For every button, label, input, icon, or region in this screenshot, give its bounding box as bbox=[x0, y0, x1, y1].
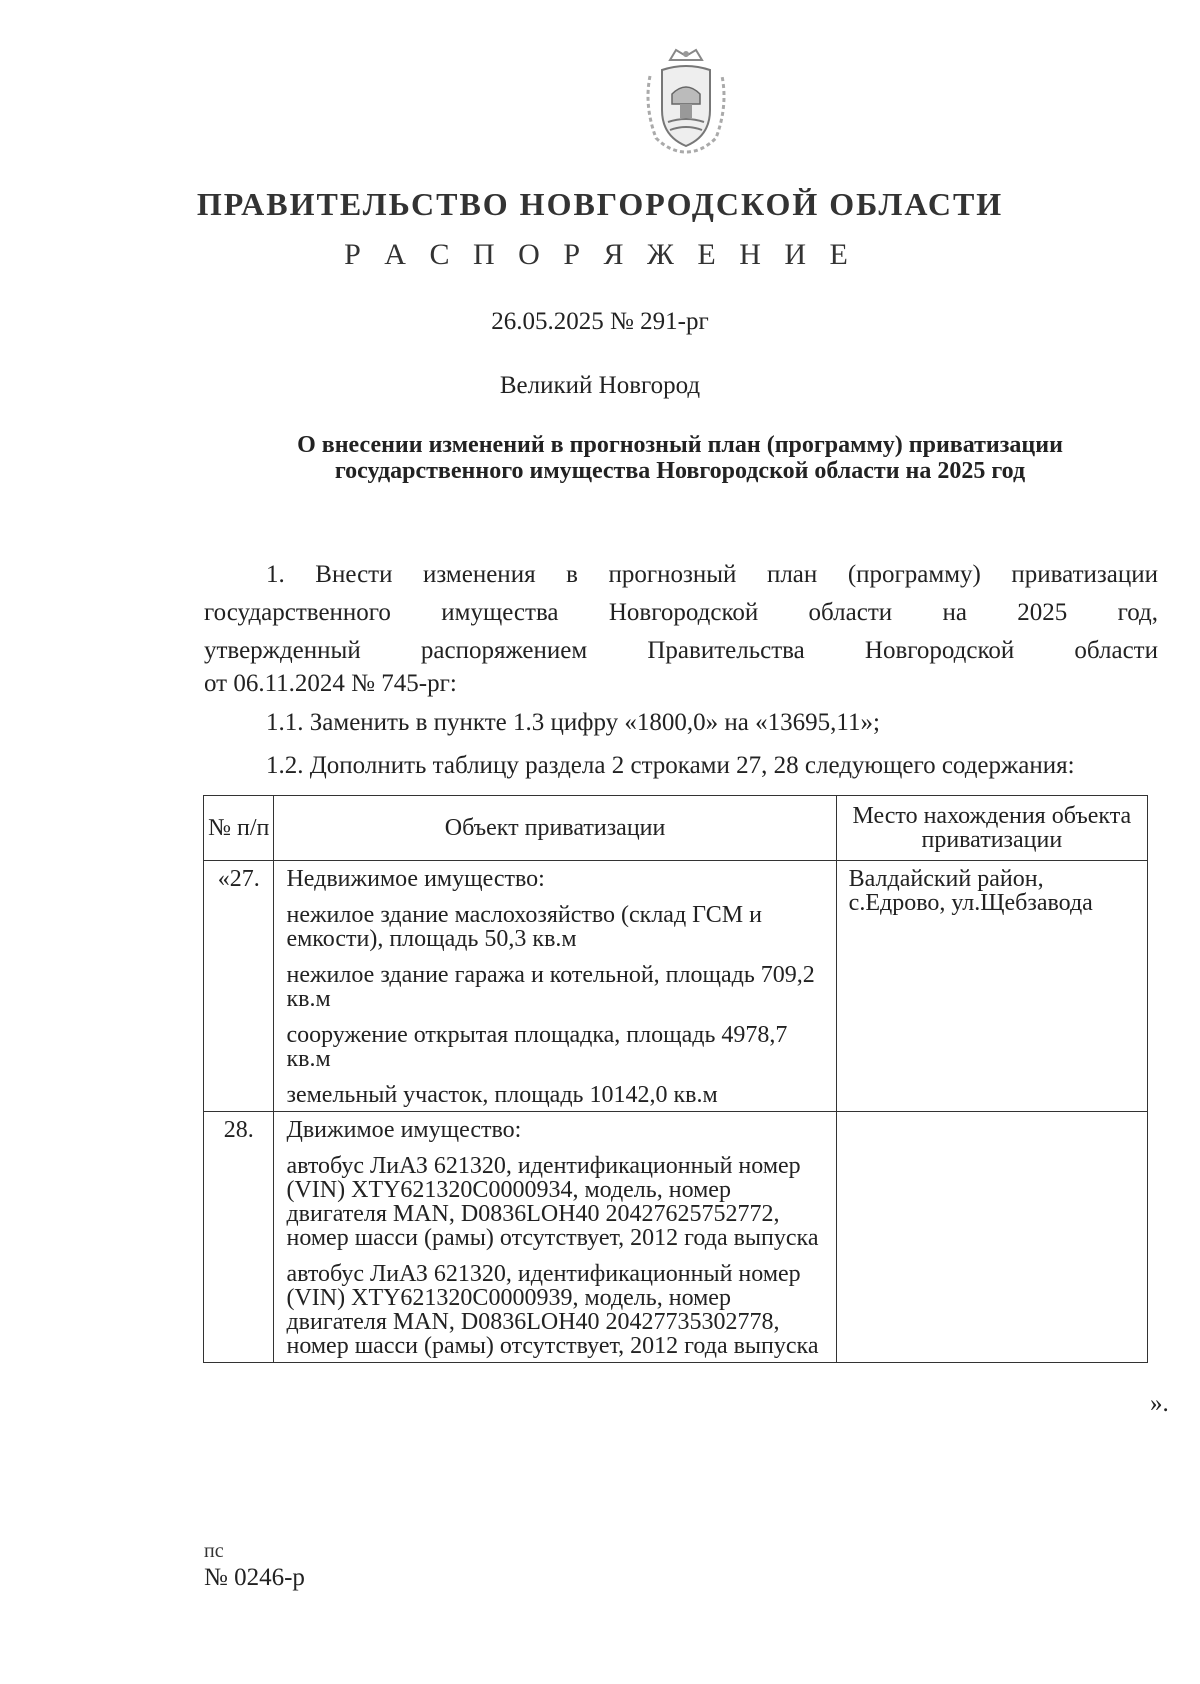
paragraph-1-line-1: 1. Внести изменения в прогнозный план (программу) приватизации bbox=[266, 561, 1158, 588]
document-place: Великий Новгород bbox=[499, 372, 701, 399]
object-item: сооружение открытая площадка, площадь 4978,7 кв.м bbox=[286, 1022, 788, 1072]
closing-quote: ». bbox=[1150, 1390, 1169, 1417]
object-item: нежилое здание маслохозяйство (склад ГСМ и емкости), площадь 50,3 кв.м bbox=[286, 902, 762, 952]
table-header-row bbox=[204, 796, 1148, 861]
subject-line-1: О внесении изменений в прогнозный план (программу) приватизации bbox=[297, 432, 1063, 458]
footer-number: № 0246-р bbox=[204, 1564, 305, 1591]
paragraph-1 bbox=[204, 556, 1158, 670]
row-num: «27. bbox=[204, 861, 274, 1112]
row-object bbox=[274, 1112, 836, 1363]
object-item: автобус ЛиАЗ 621320, идентификационный номер (VIN) XTY621320C0000934, модель, номер двигателя MAN, D0836LOH40 20427625752772, номер шасси (рамы) отсутствует, 2012 года выпуска bbox=[286, 1153, 819, 1251]
privatization-table bbox=[203, 795, 1148, 1363]
header-location: Место нахождения объекта приватизации bbox=[836, 796, 1147, 861]
paragraph-1-line-2: государственного имущества Новгородской области на 2025 год, bbox=[204, 599, 1158, 626]
footer-ps: пс bbox=[204, 1540, 224, 1562]
government-title: ПРАВИТЕЛЬСТВО НОВГОРОДСКОЙ ОБЛАСТИ bbox=[196, 186, 1004, 222]
header-object: Объект приватизации bbox=[274, 796, 836, 861]
paragraph-1-line-4: от 06.11.2024 № 745-рг: bbox=[204, 670, 457, 697]
object-item: автобус ЛиАЗ 621320, идентификационный номер (VIN) XTY621320C0000939, модель, номер двигателя MAN, D0836LOH40 20427735302778, номер шасси (рамы) отсутствует, 2012 года выпуска bbox=[286, 1261, 819, 1359]
object-item: земельный участок, площадь 10142,0 кв.м bbox=[286, 1082, 718, 1108]
subject-line-2: государственного имущества Новгородской области на 2025 год bbox=[334, 458, 1026, 484]
row-location: Валдайский район, с.Едрово, ул.Щебзавода bbox=[836, 861, 1147, 1112]
row-location bbox=[836, 1112, 1147, 1363]
row-title: Недвижимое имущество: bbox=[286, 866, 545, 892]
header-num: № п/п bbox=[204, 796, 274, 861]
document-date-number: 26.05.2025 № 291-рг bbox=[491, 308, 709, 335]
paragraph-1-2: 1.2. Дополнить таблицу раздела 2 строками 27, 28 следующего содержания: bbox=[266, 752, 1075, 779]
document-subject bbox=[200, 432, 1160, 484]
paragraph-1-line-3: утвержденный распоряжением Правительства Новгородской области bbox=[204, 637, 1158, 664]
row-title: Движимое имущество: bbox=[286, 1117, 522, 1143]
table-row bbox=[204, 861, 1148, 1112]
row-num: 28. bbox=[204, 1112, 274, 1363]
document-type: Р А С П О Р Я Ж Е Н И Е bbox=[344, 238, 856, 271]
paragraph-1-1: 1.1. Заменить в пункте 1.3 цифру «1800,0» на «13695,11»; bbox=[266, 709, 880, 736]
row-object bbox=[274, 861, 836, 1112]
object-item: нежилое здание гаража и котельной, площадь 709,2 кв.м bbox=[286, 962, 815, 1012]
coat-of-arms-emblem bbox=[640, 46, 732, 156]
table-row bbox=[204, 1112, 1148, 1363]
